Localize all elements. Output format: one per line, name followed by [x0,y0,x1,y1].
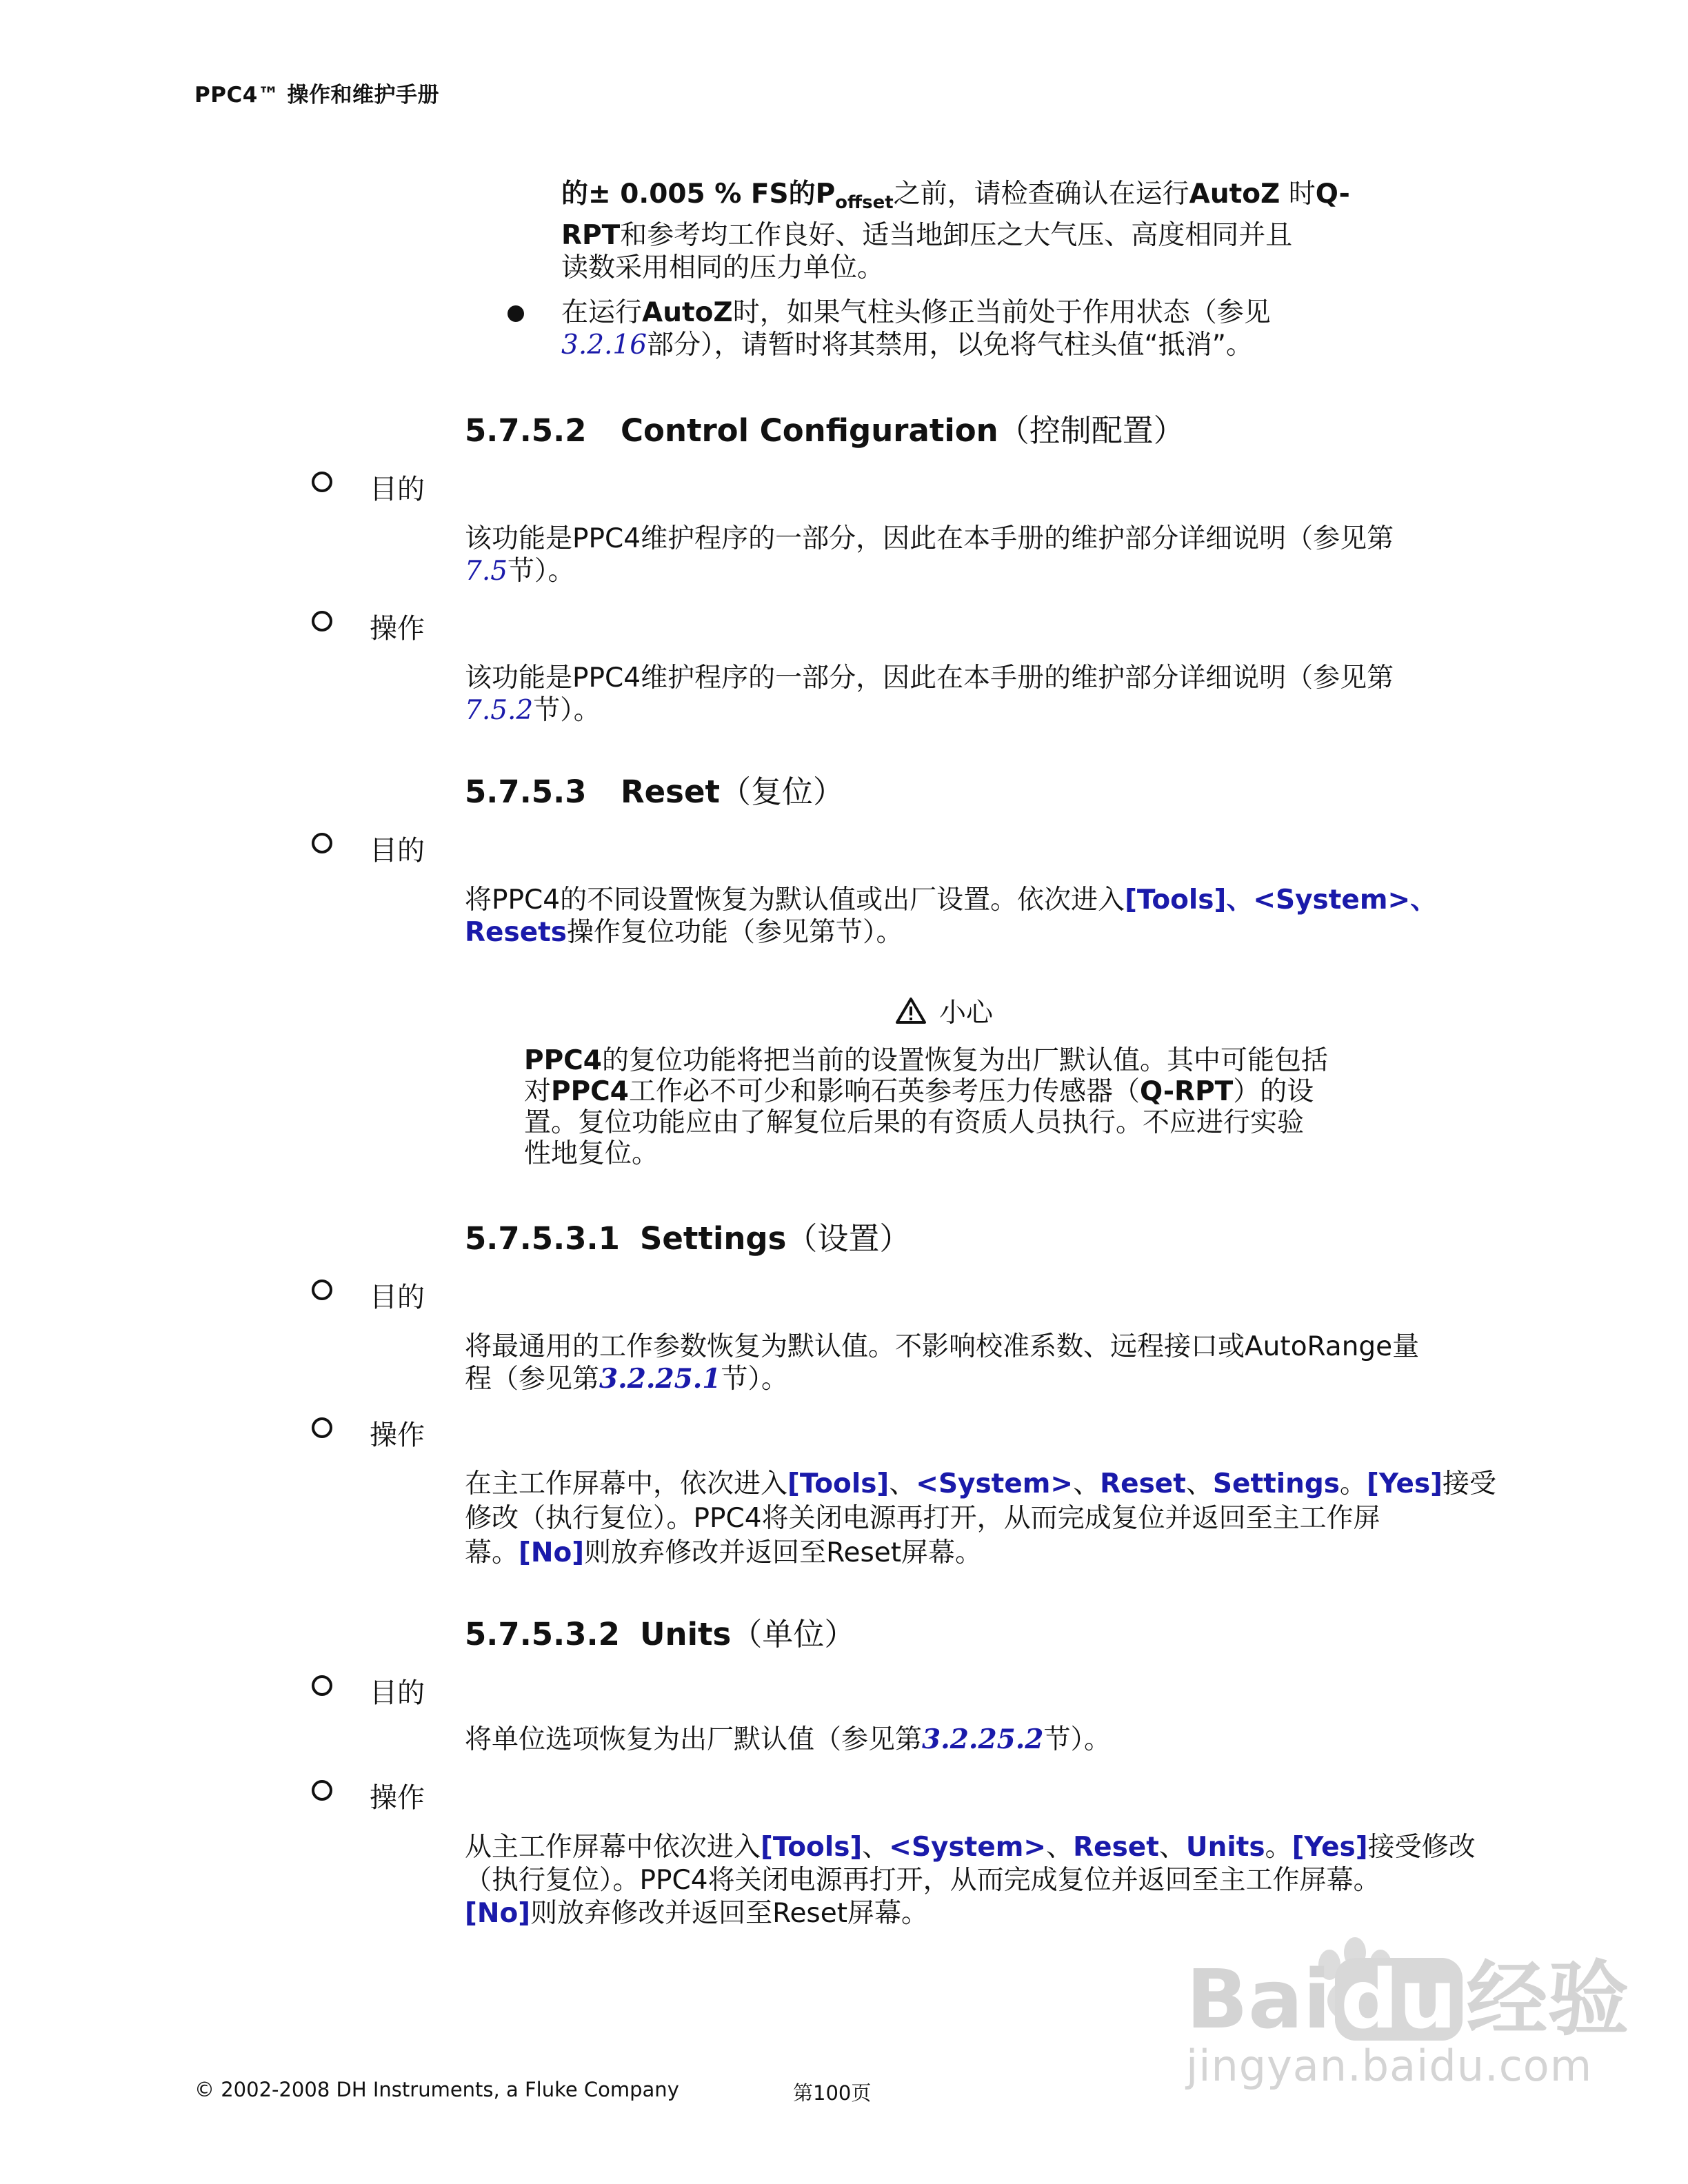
section-title-cn: （复位） [720,774,845,810]
hollow-bullet-icon [312,1780,332,1801]
caution-text [524,1045,1420,1169]
section-title: Settings [640,1220,787,1257]
section-title-cn: （单位） [731,1616,856,1652]
paragraph-text: 则放弃修改并返回至Reset屏幕。 [584,1537,983,1568]
section-link[interactable]: 3.2.16 [561,330,647,361]
separator: 、 [1226,884,1254,916]
section-link[interactable]: 3.2.25.2 [922,1723,1044,1755]
separator: 、 [1410,884,1438,916]
menu-key: [No] [465,1898,531,1929]
purpose-text [465,523,1471,587]
watermark-logo: Bai [1186,1952,1332,2047]
section-number: 5.7.5.2 [465,412,587,449]
paragraph-line: 该功能是PPC4维护程序的一部分，因此在本手册的维护部分详细说明（参见第 [465,663,1394,694]
menu-key: Reset [1100,1468,1186,1499]
menu-key: [Tools] [761,1832,863,1863]
caution-line: 置。复位功能应由了解复位后果的有资质人员执行。不应进行实验 [524,1107,1305,1138]
menu-key: Settings [1212,1468,1340,1499]
menu-key: [Yes] [1367,1468,1443,1499]
paragraph-line: 将最通用的工作参数恢复为默认值。不影响校准系数、远程接口或AutoRange量 [465,1331,1420,1362]
menu-key: [Tools] [1125,884,1227,916]
purpose-text [465,884,1471,949]
separator: 、 [1185,1468,1213,1499]
intro-text: AutoZ [1189,179,1280,210]
intro-text: 之前，请检查确认在运行 [893,179,1189,210]
hollow-bullet-icon [312,1280,332,1300]
intro-text: 的± 0.005 % FS的P [561,179,836,210]
paragraph-text: 节）。 [533,695,601,726]
bullet-text: AutoZ [642,297,733,328]
section-heading [465,1609,855,1654]
intro-text: 读数采用相同的压力单位。 [561,252,885,283]
paragraph-text: 程（参见第 [465,1364,600,1395]
hollow-bullet-icon [312,833,332,853]
baidu-watermark [1186,1952,1629,2091]
caution-heading [895,991,993,1030]
section-title-cn: （设置） [786,1220,911,1257]
hollow-bullet-icon [312,472,332,492]
menu-key: Units [1185,1832,1265,1863]
paragraph-text: 节）。 [1043,1724,1111,1755]
bullet-dot-icon [508,305,524,322]
caution-span: PPC4 [524,1045,602,1076]
operation-text [465,1831,1485,1930]
purpose-text [465,1331,1485,1395]
paragraph-text: 接受修改 [1367,1832,1476,1863]
warning-triangle-icon [895,997,927,1024]
section-link[interactable]: 3.2.25.1 [599,1363,721,1395]
footer-copyright: © 2002-2008 DH Instruments, a Fluke Company [194,2078,679,2101]
menu-key: <System> [889,1832,1047,1863]
bullet-text: 在运行 [561,297,643,328]
hollow-bullet-icon [312,1417,332,1438]
separator: 、 [862,1832,890,1863]
intro-paragraph [561,178,1458,284]
section-link[interactable]: 7.5 [465,556,508,587]
section-number: 5.7.5.3 [465,774,587,810]
paragraph-line: 修改（执行复位）。PPC4将关闭电源再打开，从而完成复位并返回至主工作屏 [465,1503,1380,1534]
separator: 、 [1046,1832,1074,1863]
caution-span: 对 [524,1076,552,1107]
watermark-logo: du [1335,1958,1462,2041]
caution-span: 工作必不可少和影响石英参考压力传感器（ [628,1076,1140,1107]
paragraph-text: 节）。 [508,556,575,587]
hollow-bullet-icon [312,611,332,631]
intro-bullet [561,296,1458,361]
paragraph-text: 接受 [1443,1468,1497,1499]
operation-text [465,662,1471,727]
caution-span: Q-RPT [1139,1076,1234,1107]
paragraph-text: 将PPC4的不同设置恢复为默认值或出厂设置。依次进入 [465,884,1125,916]
section-title-cn: （控制配置） [998,412,1185,449]
bullet-text: 时，如果气柱头修正当前处于作用状态（参见 [732,297,1271,328]
separator: 、 [889,1468,916,1499]
menu-key: Reset [1073,1832,1159,1863]
paragraph-text: 在主工作屏幕中，依次进入 [465,1468,788,1499]
operation-text [465,1467,1497,1570]
hollow-bullet-icon [312,1675,332,1696]
intro-text: Q- [1315,179,1350,210]
caution-span: ）的设 [1233,1076,1314,1107]
separator: 。 [1265,1832,1292,1863]
intro-text: 和参考均工作良好、适当地卸压之大气压、高度相同并且 [620,220,1293,251]
paragraph-text: 从主工作屏幕中依次进入 [465,1832,761,1863]
menu-key: <System> [1253,884,1411,916]
bullet-text: 部分），请暂时将其禁用，以免将气柱头值“抵消”。 [647,330,1253,361]
paragraph-text: 则放弃修改并返回至Reset屏幕。 [530,1898,929,1929]
separator: 。 [1340,1468,1367,1499]
caution-line: 性地复位。 [524,1138,659,1169]
section-heading [465,1213,910,1258]
purpose-text [465,1723,1485,1756]
section-title: Units [640,1616,732,1652]
section-number: 5.7.5.3.1 [465,1220,620,1257]
menu-key: Resets [465,917,567,948]
paragraph-text: 操作复位功能（参见第节）。 [567,917,903,948]
watermark-logo: 经验 [1466,1952,1629,2047]
intro-text: 时 [1280,179,1316,210]
section-link[interactable]: 7.5.2 [465,695,534,726]
intro-text: RPT [561,220,621,251]
menu-key: <System> [916,1468,1074,1499]
section-heading [465,767,844,811]
footer-page-number: 第100页 [793,2081,872,2105]
paragraph-text: 幕。 [465,1537,519,1568]
paragraph-line: （执行复位）。PPC4将关闭电源再打开，从而完成复位并返回至主工作屏幕。 [465,1865,1380,1896]
section-number: 5.7.5.3.2 [465,1616,620,1652]
caution-span: 的复位功能将把当前的设置恢复为出厂默认值。其中可能包括 [601,1045,1328,1076]
separator: 、 [1158,1832,1186,1863]
section-title: Reset [621,774,720,810]
intro-subscript: offset [835,192,894,213]
menu-key: [No] [519,1537,585,1568]
caution-title: 小心 [939,998,994,1029]
paragraph-text: 将单位选项恢复为出厂默认值（参见第 [465,1724,923,1755]
watermark-url: jingyan.baidu.com [1186,2041,1593,2091]
menu-key: [Tools] [787,1468,890,1499]
section-heading [465,405,1185,450]
menu-key: [Yes] [1292,1832,1368,1863]
paragraph-line: 该功能是PPC4维护程序的一部分，因此在本手册的维护部分详细说明（参见第 [465,523,1394,554]
page-header: PPC4™ 操作和维护手册 [194,83,440,108]
paragraph-text: 节）。 [721,1364,788,1395]
section-title: Control Configuration [621,412,998,449]
caution-span: PPC4 [551,1076,629,1107]
separator: 、 [1073,1468,1101,1499]
